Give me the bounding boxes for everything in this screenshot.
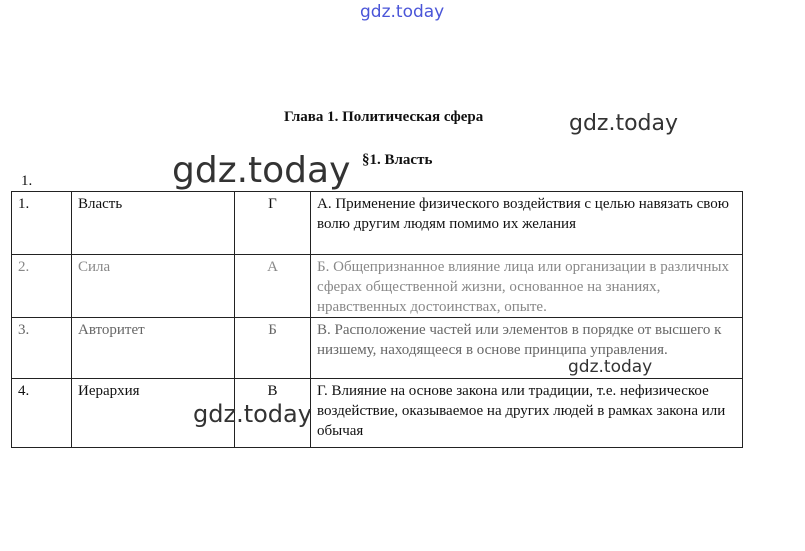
answer-letter: Б bbox=[235, 318, 311, 379]
definition-cell: В. Расположение частей или элементов в порядке от высшего к низшему, находящееся в основе принципа управления. bbox=[311, 318, 743, 379]
row-number: 2. bbox=[12, 255, 72, 318]
watermark-top: gdz.today bbox=[360, 2, 445, 22]
table-row bbox=[12, 255, 743, 318]
row-number: 3. bbox=[12, 318, 72, 379]
task-number: 1. bbox=[21, 173, 33, 189]
definition-cell: Г. Влияние на основе закона или традиции, т.е. нефизическое воздействие, оказываемое на других людей в рамках закона или обычая bbox=[311, 379, 743, 448]
row-number: 1. bbox=[12, 192, 72, 255]
answer-letter: Г bbox=[235, 192, 311, 255]
term-cell: Сила bbox=[72, 255, 235, 318]
term-cell: Власть bbox=[72, 192, 235, 255]
matching-table bbox=[11, 191, 743, 448]
term-cell: Иерархия bbox=[72, 379, 235, 448]
row-number: 4. bbox=[12, 379, 72, 448]
table-row bbox=[12, 379, 743, 448]
term-cell: Авторитет bbox=[72, 318, 235, 379]
watermark-middle: gdz.today bbox=[193, 400, 312, 428]
table-row bbox=[12, 192, 743, 255]
definition-cell: А. Применение физического воздействия с целью навязать свою волю другим людям помимо их желания bbox=[311, 192, 743, 255]
definition-cell: Б. Общепризнанное влияние лица или организации в различных сферах общественной жизни, основанное на знаниях, нравственных достоинствах, опыте. bbox=[311, 255, 743, 318]
section-title: §1. Власть bbox=[362, 152, 433, 168]
answer-letter: В bbox=[235, 379, 311, 448]
watermark-right: gdz.today bbox=[569, 111, 679, 136]
table-row bbox=[12, 318, 743, 379]
chapter-title: Глава 1. Политическая сфера bbox=[284, 109, 484, 125]
watermark-left: gdz.today bbox=[172, 150, 351, 191]
watermark-row3: gdz.today bbox=[568, 357, 653, 377]
answer-letter: А bbox=[235, 255, 311, 318]
